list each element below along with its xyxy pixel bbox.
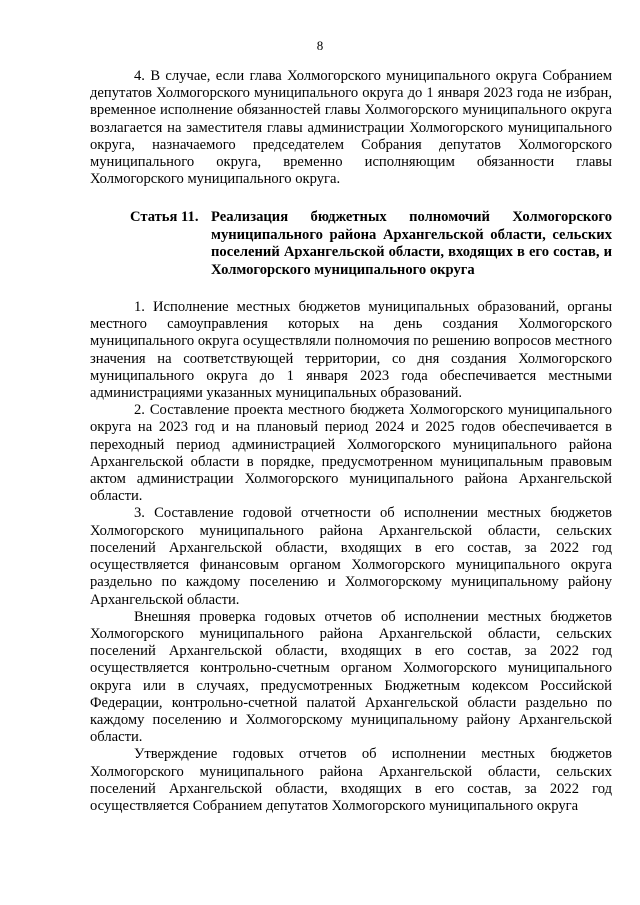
document-body	[90, 68, 612, 815]
paragraph-4-acting-head: 4. В случае, если глава Холмогорского муниципального округа Собранием депутатов Холмогорского муниципального округа до 1 января 2023 года не избран, временное исполнение обязанностей главы Холмогорского муниципального округа возлагается на заместителя главы администрации Холмогорского муниципального округа, назначаемого председателем Собрания депутатов Холмогорского муниципального округа, временно исполняющим обязанности главы Холмогорского муниципального округа.	[90, 68, 612, 188]
article-title: Реализация бюджетных полномочий Холмогорского муниципального района Архангельской области, сельских поселений Архангельской области, входящих в его состав, и Холмогорского муниципального округа	[211, 209, 612, 278]
article-11-paragraph-approval: Утверждение годовых отчетов об исполнении местных бюджетов Холмогорского муниципального района Архангельской области, сельских поселений Архангельской области, входящих в его состав, за 2022 год осуществляется Собранием депутатов Холмогорского муниципального округа	[90, 746, 612, 814]
page-number: 8	[316, 38, 324, 53]
article-11-paragraph-2: 2. Составление проекта местного бюджета Холмогорского муниципального округа на 2023 год и на плановый период 2024 и 2025 годов обеспечивается в переходный период администрацией Холмогорского муниципального района Архангельской области в порядке, предусмотренном муниципальным правовым актом администрации Холмогорского муниципального района Архангельской области.	[90, 402, 612, 505]
article-11-paragraph-3: 3. Составление годовой отчетности об исполнении местных бюджетов Холмогорского муниципального района Архангельской области, сельских поселений Архангельской области, входящих в его состав, за 2022 год осуществляется финансовым органом Холмогорского муниципального округа раздельно по каждому поселению и Холмогорскому муниципальному району Архангельской области.	[90, 505, 612, 608]
article-11-paragraph-external-audit: Внешняя проверка годовых отчетов об исполнении местных бюджетов Холмогорского муниципального района Архангельской области, сельских поселений Архангельской области, входящих в его состав, за 2022 год осуществляется контрольно-счетным органом Холмогорского муниципального округа или в случаях, предусмотренных Бюджетным кодексом Российской Федерации, контрольно-счетной палатой Архангельской области раздельно по каждому поселению и Холмогорскому муниципальному району Архангельской области.	[90, 608, 612, 746]
article-11-paragraph-1: 1. Исполнение местных бюджетов муниципальных образований, органы местного самоуправления которых на день создания Холмогорского муниципального округа осуществляли полномочия по решению вопросов местного значения на соответствующей территории, со дня создания Холмогорского муниципального округа до 1 января 2023 года обеспечивается местными администрациями указанных муниципальных образований.	[90, 299, 612, 402]
article-label: Статья 11.	[130, 209, 199, 226]
article-11-heading	[90, 209, 612, 279]
